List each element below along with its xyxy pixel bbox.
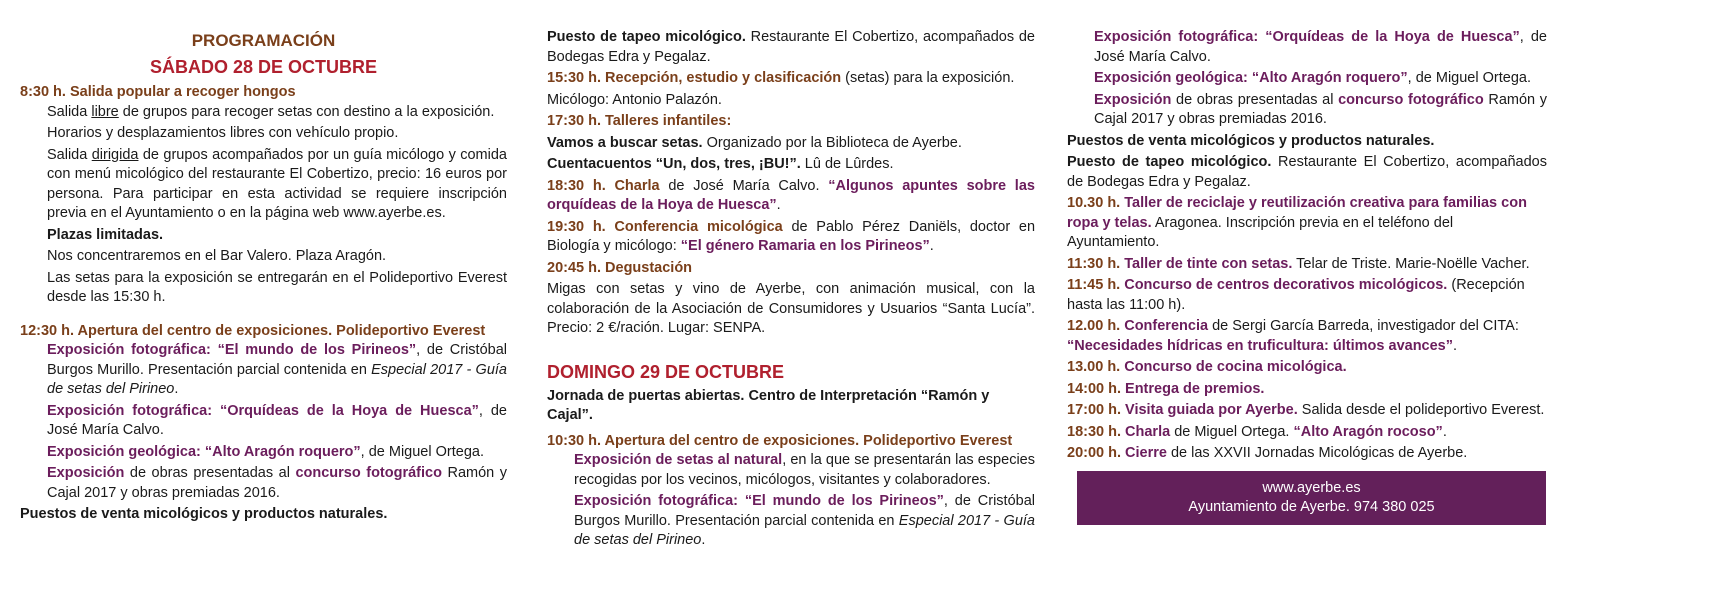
- exhibition-item: Exposición fotográfica: “Orquídeas de la Hoya de Huesca”, de José María Calvo.: [1094, 29, 1547, 65]
- exhibition-item: Exposición fotográfica: “Orquídeas de la Hoya de Huesca”, de José María Calvo.: [47, 402, 507, 438]
- open-day: Jornada de puertas abiertas. Centro de Interpretación “Ramón y Cajal”.: [547, 387, 990, 423]
- column-saturday-afternoon: [547, 28, 1035, 551]
- exhibition-item: Exposición de setas al natural, en la que se presentarán las especies recogidas por los vecinos, micólogos, visitantes y colaboradores.: [574, 452, 1035, 488]
- sunday-heading: DOMINGO 29 DE OCTUBRE: [547, 361, 785, 382]
- event-sun-1300: 13.00 h. Concurso de cocina micológica.: [1067, 359, 1347, 375]
- event-time-0830: 8:30 h. Salida popular a recoger hongos: [20, 84, 296, 100]
- event-1830: 18:30 h. Charla de José María Calvo. “Algunos apuntes sobre las orquídeas de la Hoya de Huesca”.: [547, 177, 1035, 213]
- event-text: Plazas limitadas.: [47, 226, 164, 243]
- event-text: Salida libre de grupos para recoger setas con destino a la exposición.: [47, 103, 495, 120]
- event-text: Micólogo: Antonio Palazón.: [547, 91, 722, 108]
- event-sun-1400: 14:00 h. Entrega de premios.: [1067, 380, 1265, 397]
- event-text: Cuentacuentos “Un, dos, tres, ¡BU!”. Lû de Lûrdes.: [547, 156, 894, 172]
- event-text: Horarios y desplazamientos libres con vehículo propio.: [47, 125, 399, 141]
- market-stalls: Puestos de venta micológicos y productos naturales.: [20, 506, 388, 522]
- tapas-stall: Puesto de tapeo micológico. Restaurante El Cobertizo, acompañados de Bodegas Edra y Pegalaz.: [547, 29, 1035, 65]
- column-saturday-morning: [20, 28, 507, 525]
- market-stalls: Puestos de venta micológicos y productos naturales.: [1067, 132, 1435, 149]
- event-time-2045: 20:45 h. Degustación: [547, 259, 693, 276]
- tapas-stall: Puesto de tapeo micológico. Restaurante El Cobertizo, acompañados de Bodegas Edra y Pegalaz.: [1067, 154, 1547, 190]
- event-text: Nos concentraremos en el Bar Valero. Plaza Aragón.: [47, 248, 387, 264]
- exhibition-item: Exposición de obras presentadas al concurso fotográfico Ramón y Cajal 2017 y obras premiadas 2016.: [47, 465, 507, 501]
- exhibition-item: Exposición geológica: “Alto Aragón roquero”, de Miguel Ortega.: [47, 443, 484, 460]
- exhibition-item: Exposición fotográfica: “El mundo de los Pirineos”, de Cristóbal Burgos Murillo. Presentación parcial contenida en Especial 2017 - Guía de setas del Pirineo.: [574, 493, 1035, 548]
- saturday-heading: SÁBADO 28 DE OCTUBRE: [149, 57, 378, 77]
- event-text: Las setas para la exposición se entregarán en el Polideportivo Everest desde las 15:30 h.: [47, 269, 507, 305]
- column-sunday: [1067, 28, 1547, 466]
- exhibition-item: Exposición de obras presentadas al concurso fotográfico Ramón y Cajal 2017 y obras premiadas 2016.: [1094, 91, 1547, 127]
- event-text: Migas con setas y vino de Ayerbe, con animación musical, con la colaboración de la Asociación de Consumidores y Usuarios “Santa Lucía”. Precio: 2 €/ración. Lugar: SENPA.: [547, 281, 1035, 336]
- event-text: Vamos a buscar setas. Organizado por la Biblioteca de Ayerbe.: [547, 134, 962, 151]
- event-time-1230: 12:30 h. Apertura del centro de exposiciones. Polideportivo Everest: [20, 322, 486, 339]
- website-link[interactable]: www.ayerbe.es: [1262, 480, 1361, 496]
- event-sun-1200: 12.00 h. Conferencia de Sergi García Barreda, investigador del CITA: “Necesidades hídricas en truficultura: últimos avances”.: [1067, 318, 1519, 354]
- event-time-sun-1030: 10:30 h. Apertura del centro de exposiciones. Polideportivo Everest: [547, 432, 1013, 449]
- event-1530: 15:30 h. Recepción, estudio y clasificación (setas) para la exposición.: [547, 70, 1015, 86]
- contact-box: [1077, 471, 1546, 525]
- event-sun-1130: 11:30 h. Taller de tinte con setas. Telar de Triste. Marie-Noëlle Vacher.: [1067, 255, 1530, 272]
- town-hall-phone: Ayuntamiento de Ayerbe. 974 380 025: [1188, 499, 1435, 515]
- exhibition-item: Exposición geológica: “Alto Aragón roquero”, de Miguel Ortega.: [1094, 70, 1531, 86]
- event-sun-1700: 17:00 h. Visita guiada por Ayerbe. Salida desde el polideportivo Everest.: [1067, 402, 1545, 418]
- event-text: Salida dirigida de grupos acompañados por un guía micólogo y comida con menú micológico del restaurante El Cobertizo, precio: 16 euros por persona. Para participar en esta actividad se requiere inscripción previa en el Ayuntamiento o en la página web www.ayerbe.es.: [47, 146, 507, 221]
- event-sun-1145: 11:45 h. Concurso de centros decorativos micológicos. (Recepción hasta las 11:00 h).: [1067, 277, 1525, 313]
- programacion-heading: PROGRAMACIÓN: [191, 31, 336, 50]
- exhibition-item: Exposición fotográfica: “El mundo de los Pirineos”, de Cristóbal Burgos Murillo. Presentación parcial contenida en Especial 2017 - Guía de setas del Pirineo.: [47, 342, 507, 397]
- event-sun-2000: 20:00 h. Cierre de las XXVII Jornadas Micológicas de Ayerbe.: [1067, 445, 1468, 461]
- event-1930: 19:30 h. Conferencia micológica de Pablo Pérez Daniëls, doctor en Biología y micólogo: “El género Ramaria en los Pirineos”.: [547, 218, 1036, 254]
- event-sun-1830: 18:30 h. Charla de Miguel Ortega. “Alto Aragón rocoso”.: [1067, 423, 1447, 440]
- event-time-1730: 17:30 h. Talleres infantiles:: [547, 113, 732, 129]
- event-sun-1030-taller: 10.30 h. Taller de reciclaje y reutilización creativa para familias con ropa y telas. Aragonea. Inscripción previa en el teléfono del Ayuntamiento.: [1067, 195, 1527, 250]
